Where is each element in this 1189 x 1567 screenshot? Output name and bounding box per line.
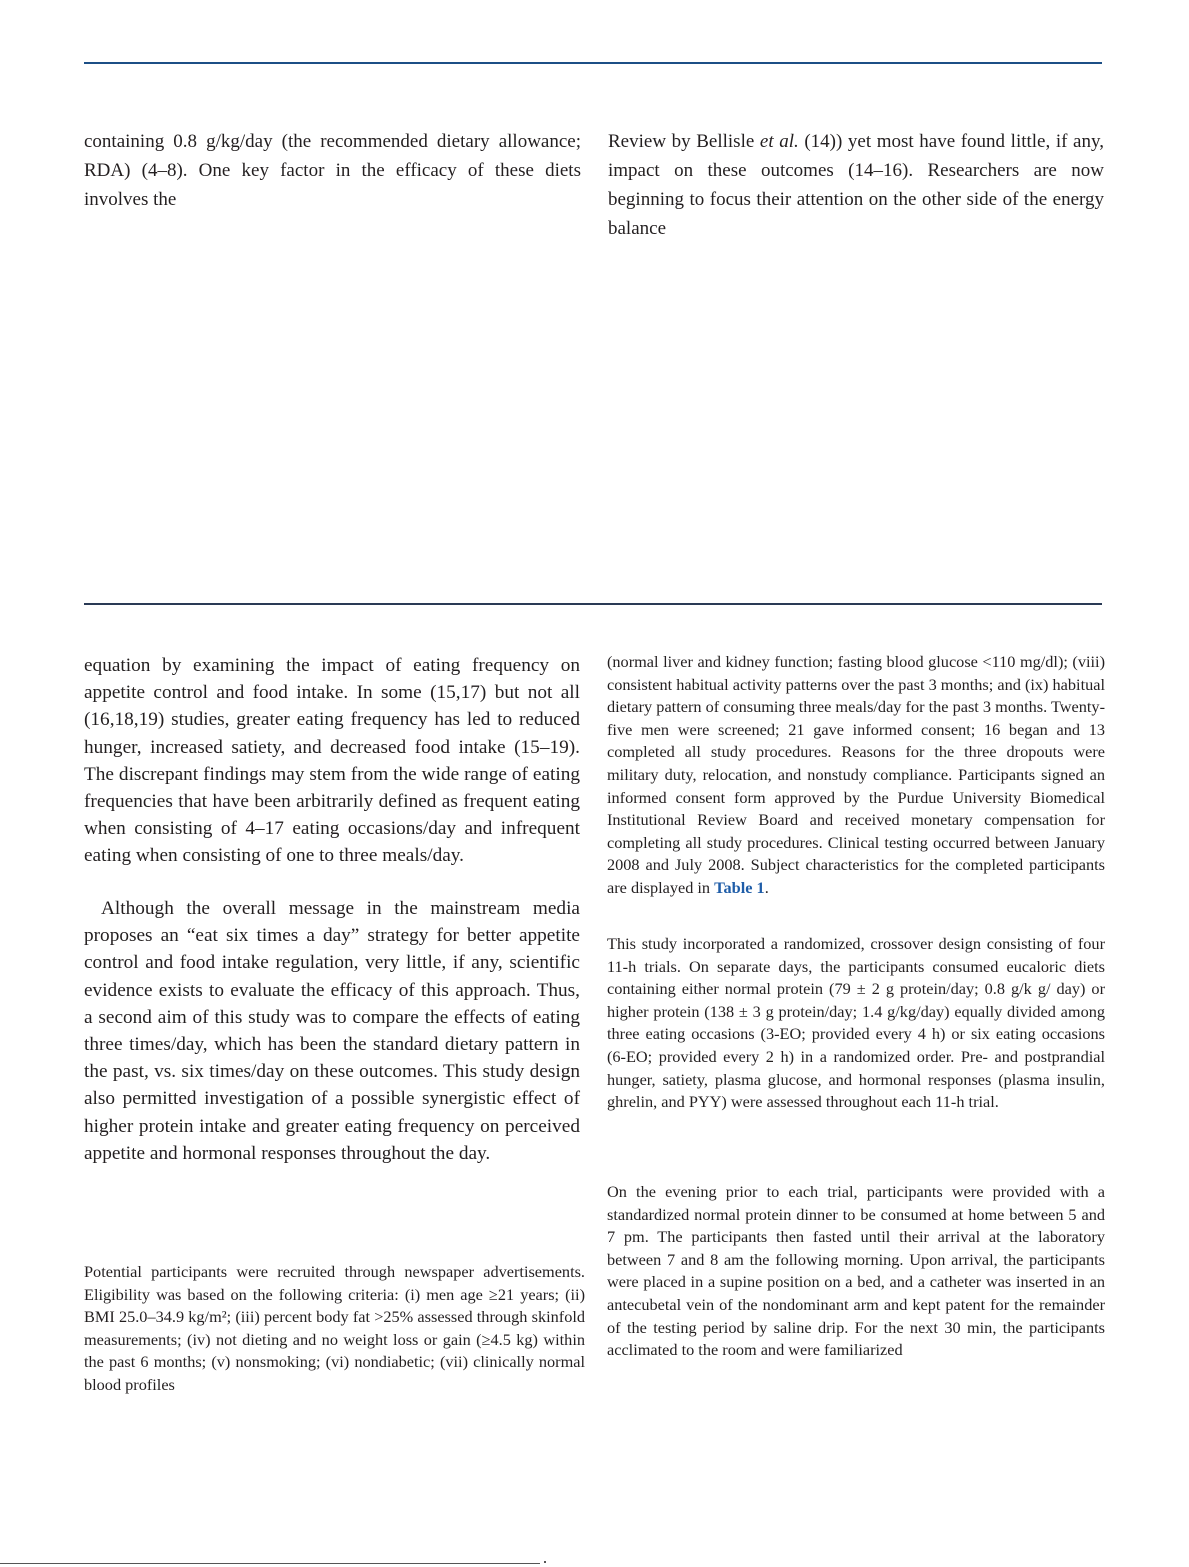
eating-frequency-paragraph: equation by examining the impact of eating frequency on appetite control and food intake. In some (15,17) but not all (16,18,19) studies, greater eating frequency has led to reduced hunger, increased satiety, and decreased food intake (15–19). The discrepant findings may stem from the wide range of eating frequencies that have been arbitrarily defined as frequent eating when consisting of 4–17 eating occasions/day and infrequent eating when consisting of one to three meals/day.: [84, 655, 580, 867]
header-rule: [84, 62, 1102, 64]
aim-paragraph: Although the overall message in the mainstream media proposes an “eat six times a day” strategy for better appetite control and food intake regulation, very little, if any, scientific evidence exists to evaluate the efficacy of this approach. Thus, a second aim of this study was to compare the effects of eating three times/day, which has been the standard dietary pattern in the past, vs. six times/day on these outcomes. This study design also permitted investigation of a possible synergistic effect of higher protein intake and greater eating frequency on perceived appetite and hormonal responses throughout the day.: [84, 898, 580, 1164]
footer-mark: [544, 1561, 546, 1563]
study-design-paragraph: This study incorporated a randomized, crossover design consisting of four 11-h trials. On separate days, the participants consumed eucaloric diets containing either normal protein (79 ± 2 g protein/day; 0.8 g/k g/ day) or higher protein (138 ± 3 g protein/day; 1.4 g/kg/day) equally divided among three eating occasions (3-EO; provided every 4 h) or six eating occasions (6-EO; provided every 2 h) in a randomized order. Pre- and postprandial hunger, satiety, plasma glucose, and hormonal responses (plasma insulin, ghrelin, and PYY) were assessed throughout each 11-h trial.: [607, 934, 1105, 1112]
top-left-paragraph: containing 0.8 g/kg/day (the recommended dietary allowance; RDA) (4–8). One key factor in the efficacy of these diets involves the: [84, 131, 581, 210]
footer-line: [0, 1563, 540, 1564]
table-1-link[interactable]: Table 1: [714, 877, 765, 897]
section-divider: [84, 603, 1102, 605]
text-segment: .: [764, 877, 769, 897]
italic-citation: et al.: [759, 131, 799, 152]
text-segment: Review by Bellisle: [608, 131, 760, 152]
text-segment: (normal liver and kidney function; fasting blood glucose <110 mg/dl); (viii) consistent habitual activity patterns over the past 3 months; and (ix) habitual dietary pattern of consuming three meals/day for the past 3 months. Twenty-five men were screened; 21 gave informed consent; 16 began and 13 completed all study procedures. Reasons for the three dropouts were military duty, relocation, and nonstudy compliance. Participants signed an informed consent form approved by the Purdue University Biomedical Institutional Review Board and received monetary compensation for completing all study procedures. Clinical testing occurred between January 2008 and July 2008. Subject characteristics for the completed participants are displayed in: [607, 652, 1105, 897]
eligibility-continued-paragraph: [607, 651, 1105, 900]
top-right-paragraph: [608, 127, 1104, 243]
participants-paragraph: Potential participants were recruited through newspaper advertisements. Eligibility was based on the following criteria: (i) men age ≥21 years; (ii) BMI 25.0–34.9 kg/m²; (iii) percent body fat >25% assessed through skinfold measurements; (iv) not dieting and no weight loss or gain (≥4.5 kg) within the past 6 months; (v) nonsmoking; (vi) nondiabetic; (vii) clinically normal blood profiles: [84, 1262, 585, 1394]
protocol-paragraph: On the evening prior to each trial, participants were provided with a standardized normal protein dinner to be consumed at home between 5 and 7 pm. The participants then fasted until their arrival at the laboratory between 7 and 8 am the following morning. Upon arrival, the participants were placed in a supine position on a bed, and a catheter was inserted in an antecubetal vein of the nondominant arm and kept patent for the remainder of the testing period by saline drip. For the next 30 min, the participants acclimated to the room and were familiarized: [607, 1182, 1105, 1360]
text-segment: (14)) yet most have found little, if any, impact on these outcomes (14–16). Researchers are now beginning to focus their attention on the other side of the energy balance: [608, 131, 1104, 239]
